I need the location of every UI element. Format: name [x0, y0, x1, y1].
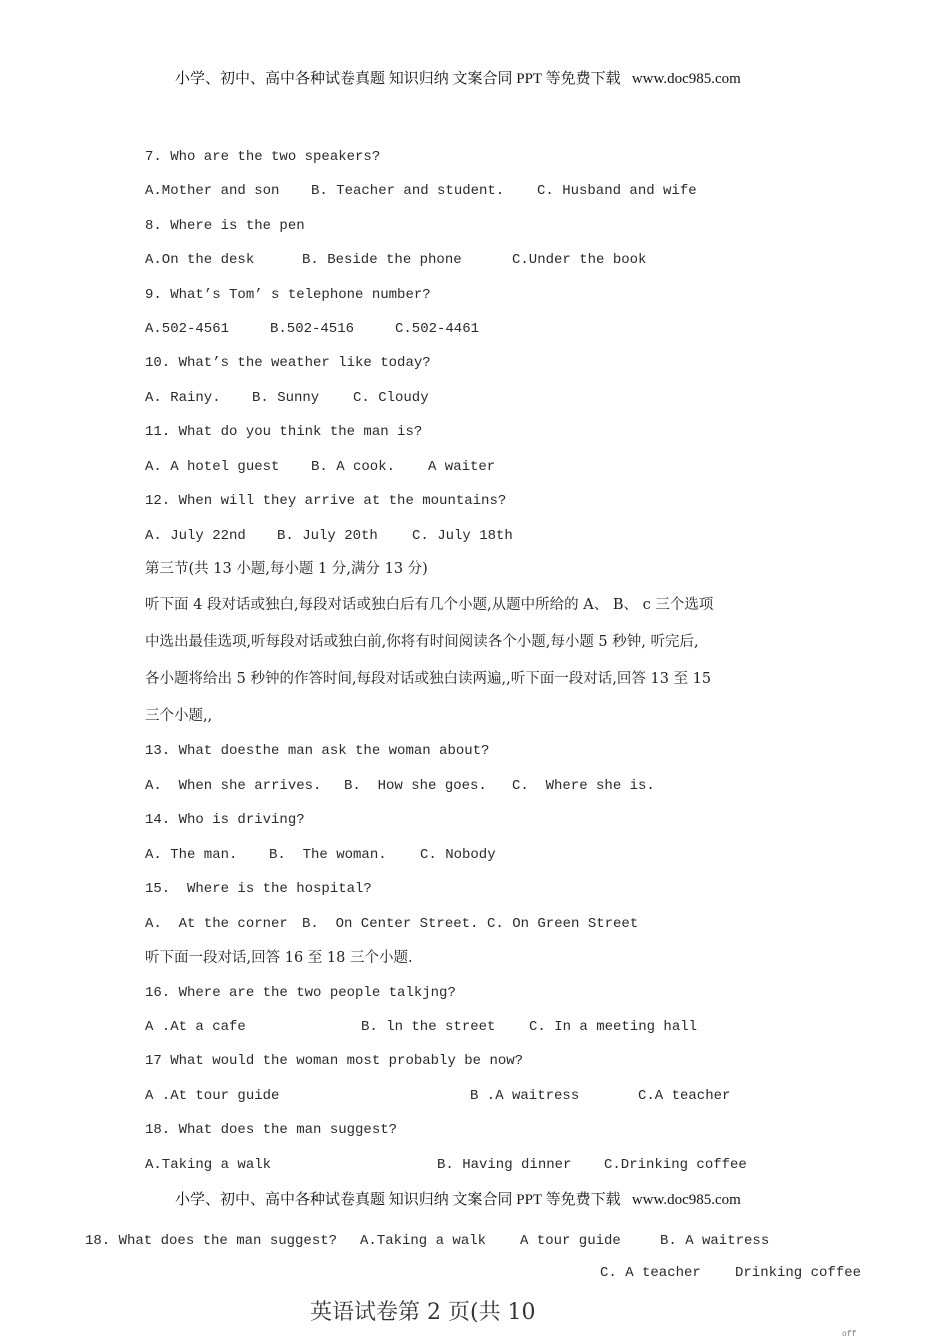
- question-15: 15. Where is the hospital?: [145, 881, 372, 897]
- option-c: C. July 18th: [412, 528, 513, 544]
- section-instruction: 听下面一段对话,回答 16 至 18 三个小题.: [145, 950, 413, 966]
- option-c: C. On Green Street: [487, 916, 639, 932]
- question-8: 8. Where is the pen: [145, 218, 305, 234]
- option-a: A.502-4561: [145, 321, 230, 337]
- overlap-option-a: A.Taking a walk: [360, 1233, 487, 1249]
- instruction-line: 各小题将给出 5 秒钟的作答时间,每段对话或独白读两遍,,听下面一段对话,回答 13 至 15: [145, 671, 712, 687]
- option-b: B. On Center Street.: [302, 916, 479, 932]
- option-c: C.Drinking coffee: [604, 1157, 747, 1173]
- option-b: B. Sunny: [252, 390, 320, 406]
- overlap-fragment: off: [842, 1330, 857, 1339]
- instruction-line: 听下面 4 段对话或独白,每段对话或独白后有几个小题,从题中所给的 A、 B、 c 三个选项: [145, 597, 714, 613]
- option-a: A. The man.: [145, 847, 238, 863]
- instruction-line: 中选出最佳选项,听每段对话或独白前,你将有时间阅读各个小题,每小题 5 秒钟, 听完后,: [145, 634, 699, 650]
- option-b: B. Beside the phone: [302, 252, 462, 268]
- option-b: B. Teacher and student.: [311, 183, 505, 199]
- question-16: 16. Where are the two people talkjng?: [145, 985, 456, 1001]
- option-a: A.Mother and son: [145, 183, 280, 199]
- overlap-option-c: C. A teacher: [600, 1265, 701, 1281]
- option-b: B.502-4516: [270, 321, 355, 337]
- question-9: 9. What’s Tom’ s telephone number?: [145, 287, 431, 303]
- question-11: 11. What do you think the man is?: [145, 424, 423, 440]
- option-c: C. In a meeting hall: [529, 1019, 698, 1035]
- option-b: B. The woman.: [269, 847, 387, 863]
- option-c: C.A teacher: [638, 1088, 731, 1104]
- overlap-option-c2: Drinking coffee: [735, 1265, 862, 1281]
- option-b: B. A cook.: [311, 459, 396, 475]
- option-a: A .At a cafe: [145, 1019, 246, 1035]
- option-b: B. Having dinner: [437, 1157, 572, 1173]
- option-c: A waiter: [428, 459, 496, 475]
- overlap-option-b: B. A waitress: [660, 1233, 770, 1249]
- option-a: A. A hotel guest: [145, 459, 280, 475]
- question-18: 18. What does the man suggest?: [145, 1122, 398, 1138]
- question-7: 7. Who are the two speakers?: [145, 149, 381, 165]
- section-heading: 第三节(共 13 小题,每小题 1 分,满分 13 分): [145, 561, 428, 577]
- page-number: 英语试卷第 2 页(共 10: [310, 1300, 536, 1325]
- option-b: B. How she goes.: [344, 778, 487, 794]
- question-17: 17 What would the woman most probably be now?: [145, 1053, 524, 1069]
- question-10: 10. What’s the weather like today?: [145, 355, 431, 371]
- option-a: A. When she arrives.: [145, 778, 322, 794]
- page-header: 小学、初中、高中各种试卷真题 知识归纳 文案合同 PPT 等免费下载 www.doc985.com: [175, 71, 741, 87]
- option-b: B. ln the street: [361, 1019, 496, 1035]
- option-b: B .A waitress: [470, 1088, 580, 1104]
- question-14: 14. Who is driving?: [145, 812, 305, 828]
- option-a: A .At tour guide: [145, 1088, 280, 1104]
- question-12: 12. When will they arrive at the mountains?: [145, 493, 507, 509]
- page-footer: 小学、初中、高中各种试卷真题 知识归纳 文案合同 PPT 等免费下载 www.doc985.com: [175, 1192, 741, 1208]
- option-c: C. Where she is.: [512, 778, 655, 794]
- overlap-question: 18. What does the man suggest?: [85, 1233, 338, 1249]
- overlap-option-a2: A tour guide: [520, 1233, 621, 1249]
- question-13: 13. What doesthe man ask the woman about?: [145, 743, 490, 759]
- option-c: C.502-4461: [395, 321, 480, 337]
- option-c: C. Husband and wife: [537, 183, 697, 199]
- option-b: B. July 20th: [277, 528, 378, 544]
- option-a: A.On the desk: [145, 252, 255, 268]
- option-a: A. Rainy.: [145, 390, 221, 406]
- option-a: A. July 22nd: [145, 528, 246, 544]
- option-a: A.Taking a walk: [145, 1157, 272, 1173]
- instruction-line: 三个小题,,: [145, 708, 213, 724]
- option-c: C.Under the book: [512, 252, 647, 268]
- option-c: C. Cloudy: [353, 390, 429, 406]
- option-a: A. At the corner: [145, 916, 288, 932]
- option-c: C. Nobody: [420, 847, 496, 863]
